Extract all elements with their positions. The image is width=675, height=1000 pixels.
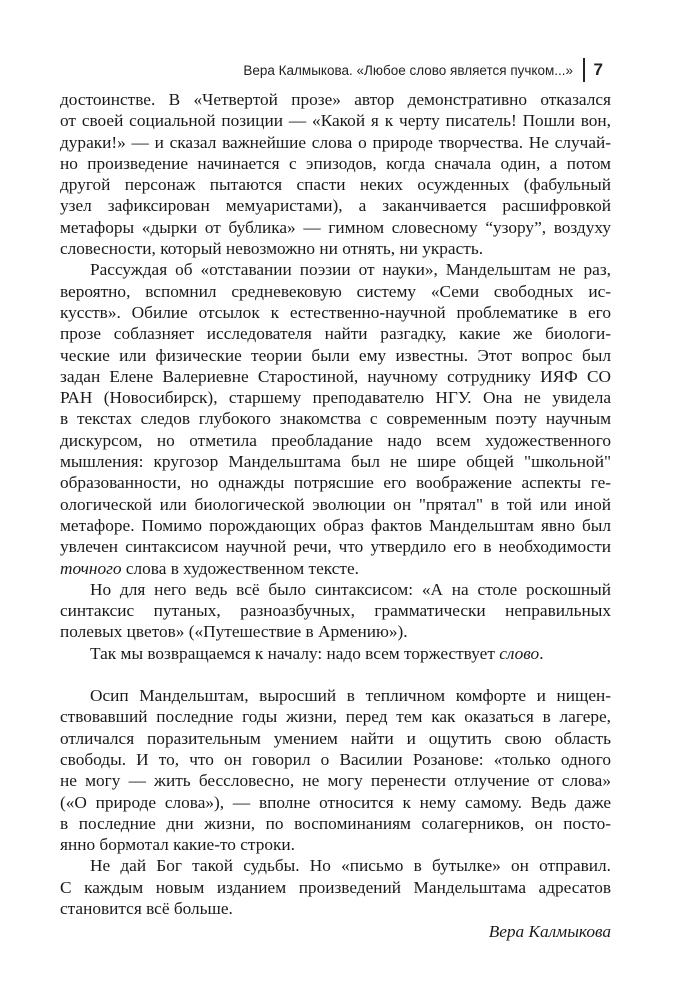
- text-line: ствовавший последние годы жизни, перед тем как оказаться в лагере,: [60, 707, 611, 727]
- paragraph-3: [60, 579, 611, 643]
- paragraph-4: [60, 643, 611, 664]
- running-title: Вера Калмыкова. «Любое слово является пучком...»: [243, 62, 574, 78]
- text-line: полевых цветов» («Путешествие в Армению»).: [60, 622, 408, 642]
- paragraph-2: [60, 259, 611, 578]
- page-body: [60, 89, 611, 943]
- text-line: образованности, но однажды потрясшие его воображение аспекты ге-: [60, 473, 611, 493]
- text-line: свободы. И то, что он говорил о Василии Розанове: «только одного: [60, 749, 611, 769]
- text-line: дискурсом, но отметила преобладание надо всем художественного: [60, 430, 611, 450]
- text-line: дураки!» — и сказал важнейшие слова о природе творчества. Не случай-: [60, 132, 611, 152]
- author-signature: Вера Калмыкова: [488, 922, 611, 942]
- italic-word: точного: [60, 558, 122, 578]
- paragraph-5: [60, 685, 611, 855]
- text-line: Но для него ведь всё было синтаксисом: «А на столе роскошный: [90, 579, 611, 599]
- text-line: прозе соблазняет исследователя найти разгадку, какие же биологи-: [60, 324, 611, 344]
- text-line: [60, 643, 611, 664]
- text-line: С каждым новым изданием произведений Мандельштама адресатов: [60, 877, 611, 897]
- text-line: («О природе слова»), — вполне относится к нему самому. Ведь даже: [60, 792, 611, 812]
- text-line: синтаксис путаных, разноазбучных, грамматически неправильных: [60, 601, 611, 621]
- text-line: метафоры «дырки от бублика» — гимном словесному “узору”, воздуху: [60, 217, 611, 237]
- page-number: 7: [593, 60, 603, 79]
- text-line: метафоре. Помимо порождающих образ фактов Мандельштам явно был: [60, 515, 611, 535]
- text-line: достоинстве. В «Четвертой прозе» автор демонстративно отказался: [60, 90, 611, 109]
- text-line: узел зафиксирован мемуаристами), а заканчивается расшифровкой: [60, 196, 611, 216]
- text-fragment: Так мы возвращаемся к началу: надо всем торжествует: [90, 643, 500, 663]
- text-fragment: слова в художественном тексте.: [121, 558, 359, 578]
- section-break: [60, 664, 611, 685]
- text-line: не могу — жить бесcловесно, не могу перенести отлучение от слова»: [60, 771, 611, 791]
- running-header: [243, 58, 603, 82]
- header-divider: [583, 58, 585, 82]
- text-line: кусств». Обилие отсылок к естественно-научной проблематике в его: [60, 302, 611, 322]
- text-line: вероятно, вспомнил средневековую систему «Семи свободных ис-: [60, 281, 611, 301]
- text-line: мышления: кругозор Мандельштама был не шире общей "школьной": [60, 452, 611, 472]
- text-line: от своей социальной позиции — «Какой я к черту писатель! Пошли вон,: [60, 111, 611, 131]
- text-line: в текстах следов глубокого знакомства с современным поэту научным: [60, 409, 611, 429]
- paragraph-1: [60, 89, 611, 259]
- text-line: Не дай Бог такой судьбы. Но «письмо в бутылке» он отправил.: [90, 856, 611, 876]
- paragraph-6: [60, 855, 611, 919]
- text-fragment: .: [539, 643, 544, 663]
- italic-word: слово: [499, 643, 540, 663]
- text-line: Рассуждая об «отставании поэзии от науки», Мандельштам не раз,: [90, 260, 611, 280]
- text-line: Осип Мандельштам, выросший в тепличном комфорте и нищен-: [90, 686, 611, 706]
- text-line: отличался поразительным умением найти и ощутить свою область: [60, 728, 611, 748]
- text-line: становится всё больше.: [60, 898, 233, 918]
- text-line: словесности, который невозможно ни отнять, ни украсть.: [60, 239, 484, 259]
- text-line: задан Елене Валериевне Старостиной, научному сотруднику ИЯФ СО: [60, 366, 611, 386]
- text-line: ческие или физические теории были ему известны. Этот вопрос был: [60, 345, 611, 365]
- text-line: но произведение начинается с эпизодов, когда сначала один, а потом: [60, 153, 611, 173]
- text-line: [60, 558, 611, 579]
- text-line: РАН (Новосибирск), старшему преподавателю НГУ. Она не увидела: [60, 388, 611, 408]
- text-line: увлечен синтаксисом научной речи, что утвердило его в необходимости: [60, 537, 611, 557]
- text-line: другой персонаж пытаются спасти неких осужденных (фабульный: [60, 175, 611, 195]
- text-line: ологической или биологической эволюции он "прятал" в той или иной: [60, 494, 611, 514]
- text-line: янно бормотал какие-то строки.: [60, 835, 295, 855]
- text-line: в последние дни жизни, по воспоминаниям солагерников, он посто-: [60, 813, 611, 833]
